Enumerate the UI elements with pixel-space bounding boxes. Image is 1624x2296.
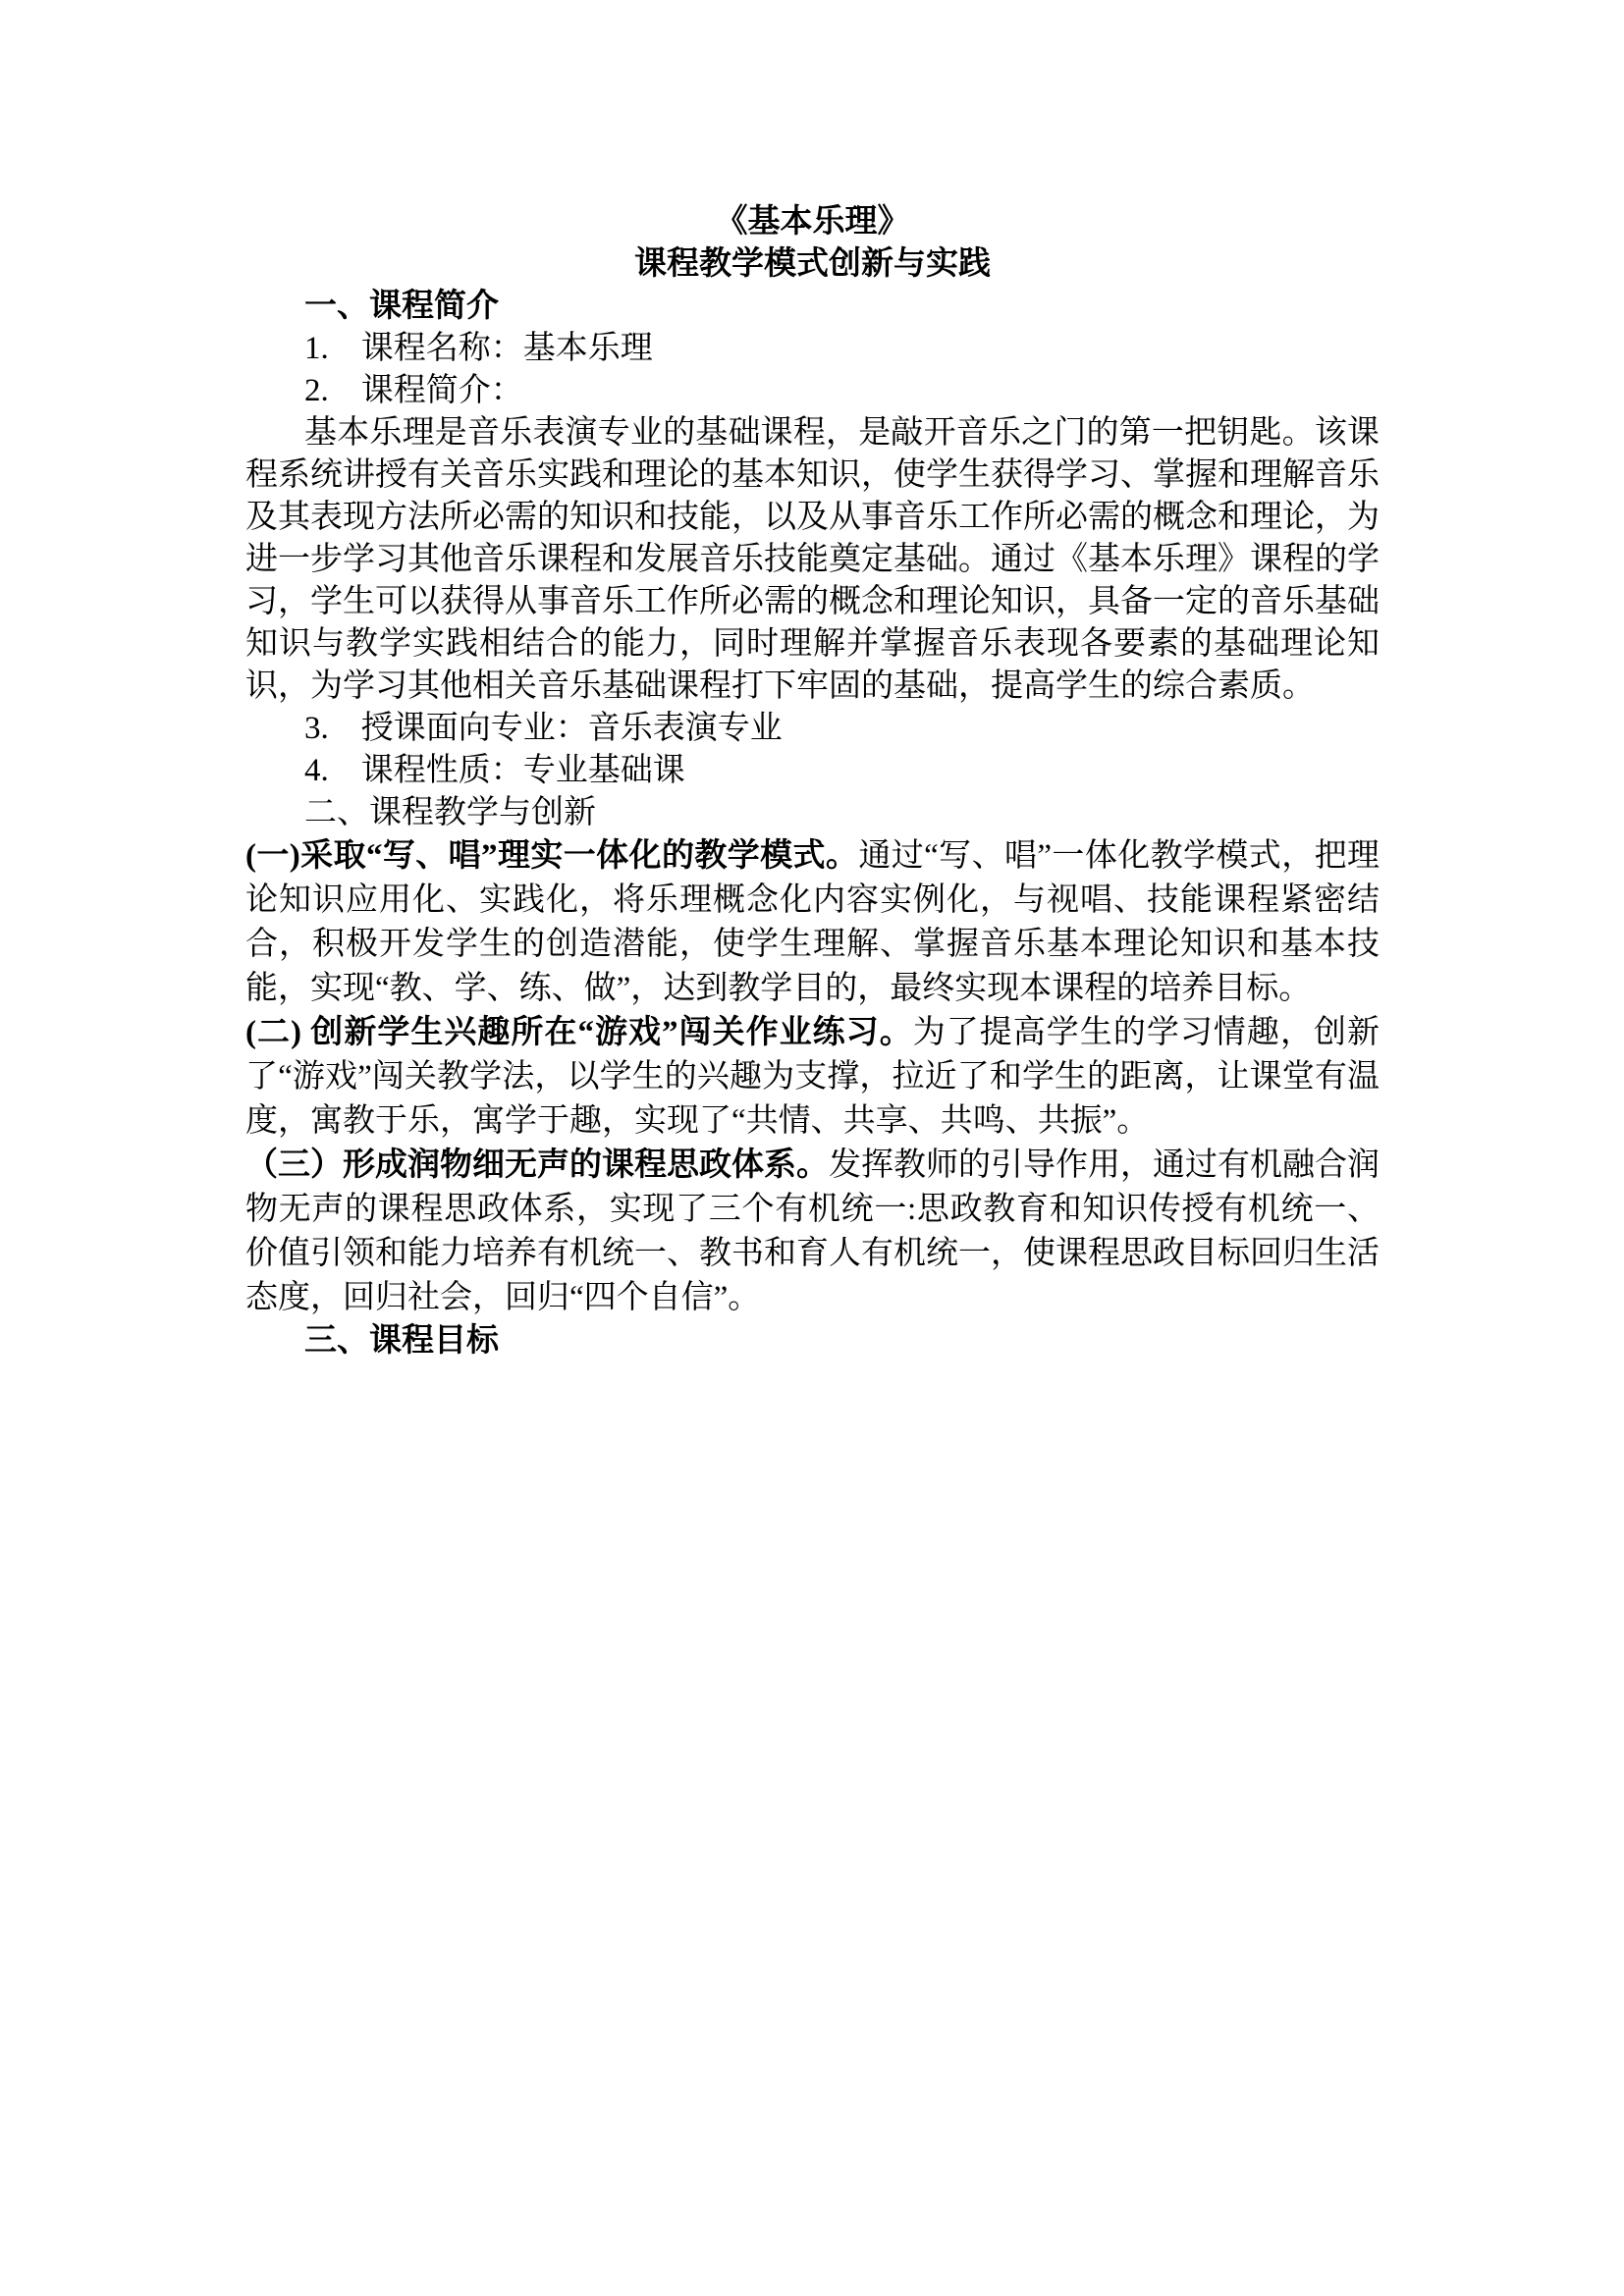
innovation-point-3-body: 发挥教师的引导作用，通过有机融合润物无声的课程思政体系，实现了三个有机统一:思政教育和知识传授有机统一、价值引领和能力培养有机统一、教书和育人有机统一，使课程思政目标回归生活态度，回归社会，回归“四个自信”。 (245, 1148, 1380, 1315)
list-item-target-major: 3. 授课面向专业：音乐表演专业 (304, 711, 783, 746)
innovation-point-1-lead: (一)采取“写、唱”理实一体化的教学模式。 (245, 838, 859, 874)
document-title: 《基本乐理》 (715, 204, 910, 240)
list-item-course-intro-label: 2. 课程简介： (304, 373, 523, 408)
innovation-point-2 (245, 1011, 1380, 1144)
list-item-course-name: 1. 课程名称：基本乐理 (304, 331, 653, 366)
innovation-point-2-lead: (二) 创新学生兴趣所在“游戏”闯关作业练习。 (245, 1015, 913, 1050)
document-subtitle: 课程教学模式创新与实践 (634, 246, 991, 282)
innovation-point-1 (245, 834, 1380, 1011)
list-item-course-type: 4. 课程性质：专业基础课 (304, 753, 685, 788)
innovation-point-3 (245, 1144, 1380, 1320)
course-intro-paragraph: 基本乐理是音乐表演专业的基础课程，是敲开音乐之门的第一把钥匙。该课程系统讲授有关音乐实践和理论的基本知识，使学生获得学习、掌握和理解音乐及其表现方法所必需的知识和技能，以及从事音乐工作所必需的概念和理论，为进一步学习其他音乐课程和发展音乐技能奠定基础。通过《基本乐理》课程的学习，学生可以获得从事音乐工作所必需的概念和理论知识，具备一定的音乐基础知识与教学实践相结合的能力，同时理解并掌握音乐表现各要素的基础理论知识，为学习其他相关音乐基础课程打下牢固的基础，提高学生的综合素质。 (245, 415, 1380, 704)
section-2-heading: 二、课程教学与创新 (304, 795, 596, 830)
innovation-point-3-lead: （三）形成润物细无声的课程思政体系。 (245, 1148, 829, 1183)
section-1-heading: 一、课程简介 (304, 289, 499, 324)
innovation-point-2-body: 为了提高学生的学习情趣，创新了“游戏”闯关教学法，以学生的兴趣为支撑，拉近了和学生的距离，让课堂有温度，寓教于乐，寓学于趣，实现了“共情、共享、共鸣、共振”。 (245, 1015, 1380, 1139)
section-3-heading: 三、课程目标 (304, 1323, 499, 1359)
innovation-point-1-body: 通过“写、唱”一体化教学模式，把理论知识应用化、实践化，将乐理概念化内容实例化，与视唱、技能课程紧密结合，积极开发学生的创造潜能，使学生理解、掌握音乐基本理论知识和基本技能，实现“教、学、练、做”，达到教学目的，最终实现本课程的培养目标。 (245, 838, 1380, 1006)
